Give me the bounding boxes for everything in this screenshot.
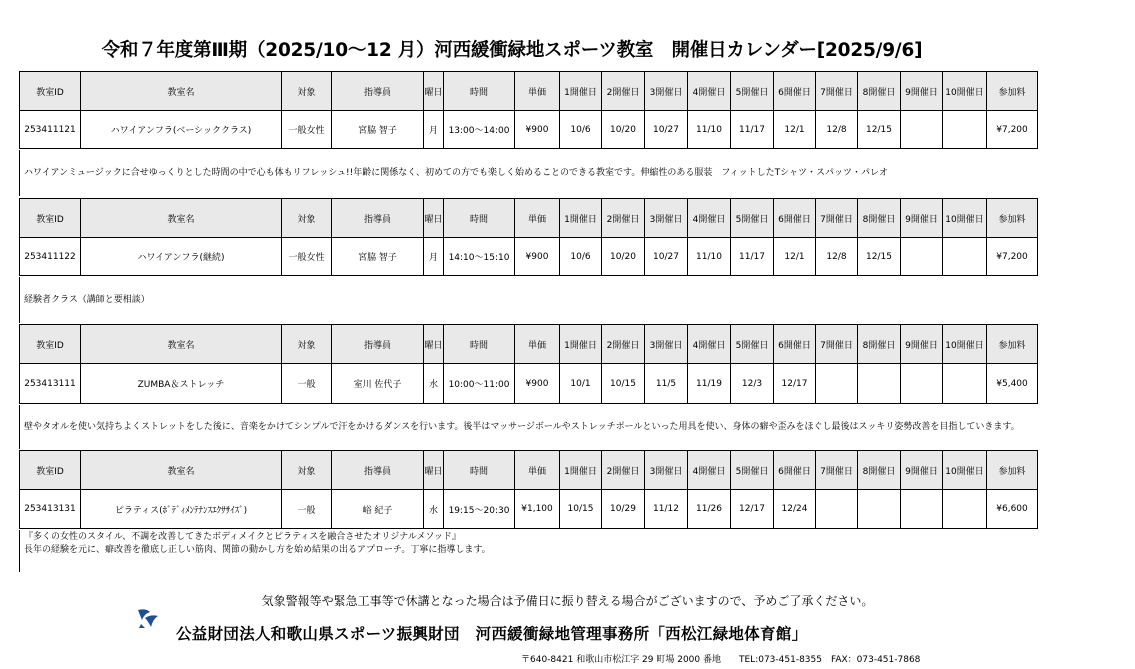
column-header: 対象 xyxy=(282,199,332,238)
class-description xyxy=(19,150,1024,196)
column-header: 8開催日 xyxy=(858,325,901,364)
column-header: 7開催日 xyxy=(816,451,858,490)
column-header: 教室ID xyxy=(20,451,81,490)
session-date: 12/17 xyxy=(774,364,816,404)
column-header: 2開催日 xyxy=(602,199,645,238)
session-date: 11/10 xyxy=(688,111,731,149)
column-header: 8開催日 xyxy=(858,199,901,238)
class-target: 一般女性 xyxy=(282,111,332,149)
session-date: 12/1 xyxy=(774,238,816,276)
column-header: 2開催日 xyxy=(602,325,645,364)
class-unit-price: ¥1,100 xyxy=(515,490,560,529)
class-unit-price: ¥900 xyxy=(515,364,560,404)
class-id: 253411121 xyxy=(20,111,81,149)
class-weekday: 月 xyxy=(424,238,444,276)
column-header: 教室ID xyxy=(20,199,81,238)
session-date: 11/19 xyxy=(688,364,731,404)
column-header: 時間 xyxy=(444,451,515,490)
class-target: 一般 xyxy=(282,490,332,529)
column-header: 8開催日 xyxy=(858,72,901,111)
class-target: 一般 xyxy=(282,364,332,404)
column-header: 参加料 xyxy=(987,325,1038,364)
table-header-row xyxy=(20,325,1038,364)
column-header: 8開催日 xyxy=(858,451,901,490)
session-date xyxy=(943,364,987,404)
class-name: ZUMBA＆ストレッチ xyxy=(81,364,282,404)
class-fee: ¥7,200 xyxy=(987,111,1038,149)
class-description xyxy=(19,530,1024,572)
class-description-line: ハワイアンミュージックに合せゆっくりとした時間の中で心も体もリフレッシュ!!年齢に関係なく、初めての方でも楽しく始めることのできる教室です。伸縮性のある服装 フィットしたTシャツ・スパッツ・パレオ xyxy=(24,168,888,178)
table-header-row xyxy=(20,199,1038,238)
column-header: 教室ID xyxy=(20,325,81,364)
session-date: 10/27 xyxy=(645,111,688,149)
table-row xyxy=(20,364,1038,404)
session-date: 11/12 xyxy=(645,490,688,529)
column-header: 参加料 xyxy=(987,451,1038,490)
page-title: 令和７年度第Ⅲ期（2025/10～12 月）河西緩衝緑地スポーツ教室 開催日カレンダー[2025/9/6] xyxy=(101,40,923,61)
class-description xyxy=(19,405,1024,449)
column-header: 単価 xyxy=(515,72,560,111)
class-description xyxy=(19,277,1024,323)
class-unit-price: ¥900 xyxy=(515,238,560,276)
column-header: 9開催日 xyxy=(901,72,943,111)
session-date: 10/20 xyxy=(602,238,645,276)
table-row xyxy=(20,490,1038,529)
session-date xyxy=(901,364,943,404)
session-date xyxy=(816,490,858,529)
class-fee: ¥5,400 xyxy=(987,364,1038,404)
session-date: 11/5 xyxy=(645,364,688,404)
table-header-row xyxy=(20,451,1038,490)
column-header: 10開催日 xyxy=(943,451,987,490)
notice-text: 気象警報等や緊急工事等で休講となった場合は予備日に振り替える場合がございますので、予めご了承ください。 xyxy=(261,594,874,608)
session-date: 12/1 xyxy=(774,111,816,149)
column-header: 1開催日 xyxy=(560,72,602,111)
session-date xyxy=(901,111,943,149)
class-fee: ¥6,600 xyxy=(987,490,1038,529)
session-date: 10/20 xyxy=(602,111,645,149)
column-header: 7開催日 xyxy=(816,72,858,111)
session-date: 10/29 xyxy=(602,490,645,529)
class-fee: ¥7,200 xyxy=(987,238,1038,276)
class-time: 13:00～14:00 xyxy=(444,111,515,149)
column-header: 教室名 xyxy=(81,325,282,364)
column-header: 指導員 xyxy=(332,72,424,111)
session-date xyxy=(858,490,901,529)
column-header: 対象 xyxy=(282,451,332,490)
class-table xyxy=(19,324,1038,404)
column-header: 曜日 xyxy=(424,325,444,364)
organization-name: 公益財団法人和歌山県スポーツ振興財団 河西緩衝緑地管理事務所「西松江緑地体育館」 xyxy=(176,625,808,643)
column-header: 指導員 xyxy=(332,451,424,490)
class-table xyxy=(19,450,1038,529)
column-header: 対象 xyxy=(282,72,332,111)
class-description-line: 長年の経験を元に、癖改善を徹底し正しい筋肉、関節の動かし方を始め結果の出るアプローチ。丁寧に指導します。 xyxy=(24,545,491,555)
column-header: 5開催日 xyxy=(731,72,774,111)
session-date xyxy=(901,490,943,529)
session-date: 12/3 xyxy=(731,364,774,404)
column-header: 6開催日 xyxy=(774,199,816,238)
session-date xyxy=(943,111,987,149)
column-header: 10開催日 xyxy=(943,199,987,238)
column-header: 教室ID xyxy=(20,72,81,111)
column-header: 3開催日 xyxy=(645,199,688,238)
column-header: 4開催日 xyxy=(688,199,731,238)
column-header: 4開催日 xyxy=(688,451,731,490)
session-date: 12/15 xyxy=(858,238,901,276)
session-date: 12/24 xyxy=(774,490,816,529)
class-time: 19:15～20:30 xyxy=(444,490,515,529)
column-header: 1開催日 xyxy=(560,199,602,238)
column-header: 6開催日 xyxy=(774,451,816,490)
column-header: 1開催日 xyxy=(560,451,602,490)
column-header: 曜日 xyxy=(424,72,444,111)
session-date: 10/27 xyxy=(645,238,688,276)
table-row xyxy=(20,111,1038,149)
column-header: 6開催日 xyxy=(774,325,816,364)
column-header: 6開催日 xyxy=(774,72,816,111)
session-date: 10/6 xyxy=(560,238,602,276)
class-unit-price: ¥900 xyxy=(515,111,560,149)
class-weekday: 水 xyxy=(424,364,444,404)
column-header: 1開催日 xyxy=(560,325,602,364)
session-date xyxy=(943,238,987,276)
column-header: 5開催日 xyxy=(731,451,774,490)
class-weekday: 水 xyxy=(424,490,444,529)
column-header: 9開催日 xyxy=(901,199,943,238)
column-header: 単価 xyxy=(515,451,560,490)
class-table xyxy=(19,71,1038,149)
class-instructor: 峪 紀子 xyxy=(332,490,424,529)
class-name: ハワイアンフラ(継続) xyxy=(81,238,282,276)
session-date: 10/6 xyxy=(560,111,602,149)
session-date: 10/15 xyxy=(602,364,645,404)
organization-address: 〒640-8421 和歌山市松江字 29 町場 2000 番地 TEL:073-451-8355 FAX：073-451-7868 xyxy=(521,655,921,665)
column-header: 10開催日 xyxy=(943,325,987,364)
class-description-line: 壁やタオルを使い気持ちよくストレットをした後に、音楽をかけてシンプルで汗をかけるダンスを行います。後半はマッサージボールやストレッチポールといった用具を使い、身体の癖や歪みをほぐし最後はスッキリ姿勢改善を目指していきます。 xyxy=(24,422,1020,432)
column-header: 3開催日 xyxy=(645,325,688,364)
column-header: 時間 xyxy=(444,72,515,111)
column-header: 曜日 xyxy=(424,199,444,238)
session-date: 11/26 xyxy=(688,490,731,529)
column-header: 指導員 xyxy=(332,199,424,238)
class-time: 14:10～15:10 xyxy=(444,238,515,276)
column-header: 単価 xyxy=(515,325,560,364)
column-header: 対象 xyxy=(282,325,332,364)
column-header: 時間 xyxy=(444,199,515,238)
column-header: 5開催日 xyxy=(731,199,774,238)
column-header: 参加料 xyxy=(987,199,1038,238)
session-date: 12/8 xyxy=(816,111,858,149)
foundation-logo-icon xyxy=(136,606,160,630)
column-header: 9開催日 xyxy=(901,451,943,490)
session-date xyxy=(901,238,943,276)
column-header: 単価 xyxy=(515,199,560,238)
session-date: 12/15 xyxy=(858,111,901,149)
session-date: 11/17 xyxy=(731,238,774,276)
class-id: 253413111 xyxy=(20,364,81,404)
table-row xyxy=(20,238,1038,276)
class-name: ピラティス(ﾎﾞﾃﾞｨﾒﾝﾃﾅﾝｽｴｸｻｻｲｽﾞ) xyxy=(81,490,282,529)
column-header: 5開催日 xyxy=(731,325,774,364)
table-header-row xyxy=(20,72,1038,111)
class-instructor: 宮脇 智子 xyxy=(332,111,424,149)
column-header: 教室名 xyxy=(81,199,282,238)
class-target: 一般女性 xyxy=(282,238,332,276)
column-header: 4開催日 xyxy=(688,325,731,364)
column-header: 曜日 xyxy=(424,451,444,490)
column-header: 4開催日 xyxy=(688,72,731,111)
session-date xyxy=(816,364,858,404)
session-date xyxy=(858,364,901,404)
session-date: 10/1 xyxy=(560,364,602,404)
class-instructor: 宮脇 智子 xyxy=(332,238,424,276)
class-instructor: 室川 佐代子 xyxy=(332,364,424,404)
column-header: 9開催日 xyxy=(901,325,943,364)
class-description-line: 経験者クラス（講師と要相談） xyxy=(24,295,150,305)
class-description-line: 『多くの女性のスタイル、不調を改善してきたボディメイクとピラティスを融合させたオリジナルメソッド』 xyxy=(24,532,461,542)
column-header: 2開催日 xyxy=(602,451,645,490)
session-date: 12/17 xyxy=(731,490,774,529)
session-date: 10/15 xyxy=(560,490,602,529)
column-header: 3開催日 xyxy=(645,451,688,490)
column-header: 7開催日 xyxy=(816,199,858,238)
class-table xyxy=(19,198,1038,276)
class-name: ハワイアンフラ(ベーシッククラス) xyxy=(81,111,282,149)
column-header: 教室名 xyxy=(81,72,282,111)
class-id: 253413131 xyxy=(20,490,81,529)
class-time: 10:00～11:00 xyxy=(444,364,515,404)
session-date: 11/10 xyxy=(688,238,731,276)
column-header: 指導員 xyxy=(332,325,424,364)
column-header: 2開催日 xyxy=(602,72,645,111)
session-date: 12/8 xyxy=(816,238,858,276)
column-header: 参加料 xyxy=(987,72,1038,111)
session-date xyxy=(943,490,987,529)
column-header: 3開催日 xyxy=(645,72,688,111)
column-header: 10開催日 xyxy=(943,72,987,111)
column-header: 7開催日 xyxy=(816,325,858,364)
class-weekday: 月 xyxy=(424,111,444,149)
class-id: 253411122 xyxy=(20,238,81,276)
column-header: 教室名 xyxy=(81,451,282,490)
session-date: 11/17 xyxy=(731,111,774,149)
column-header: 時間 xyxy=(444,325,515,364)
